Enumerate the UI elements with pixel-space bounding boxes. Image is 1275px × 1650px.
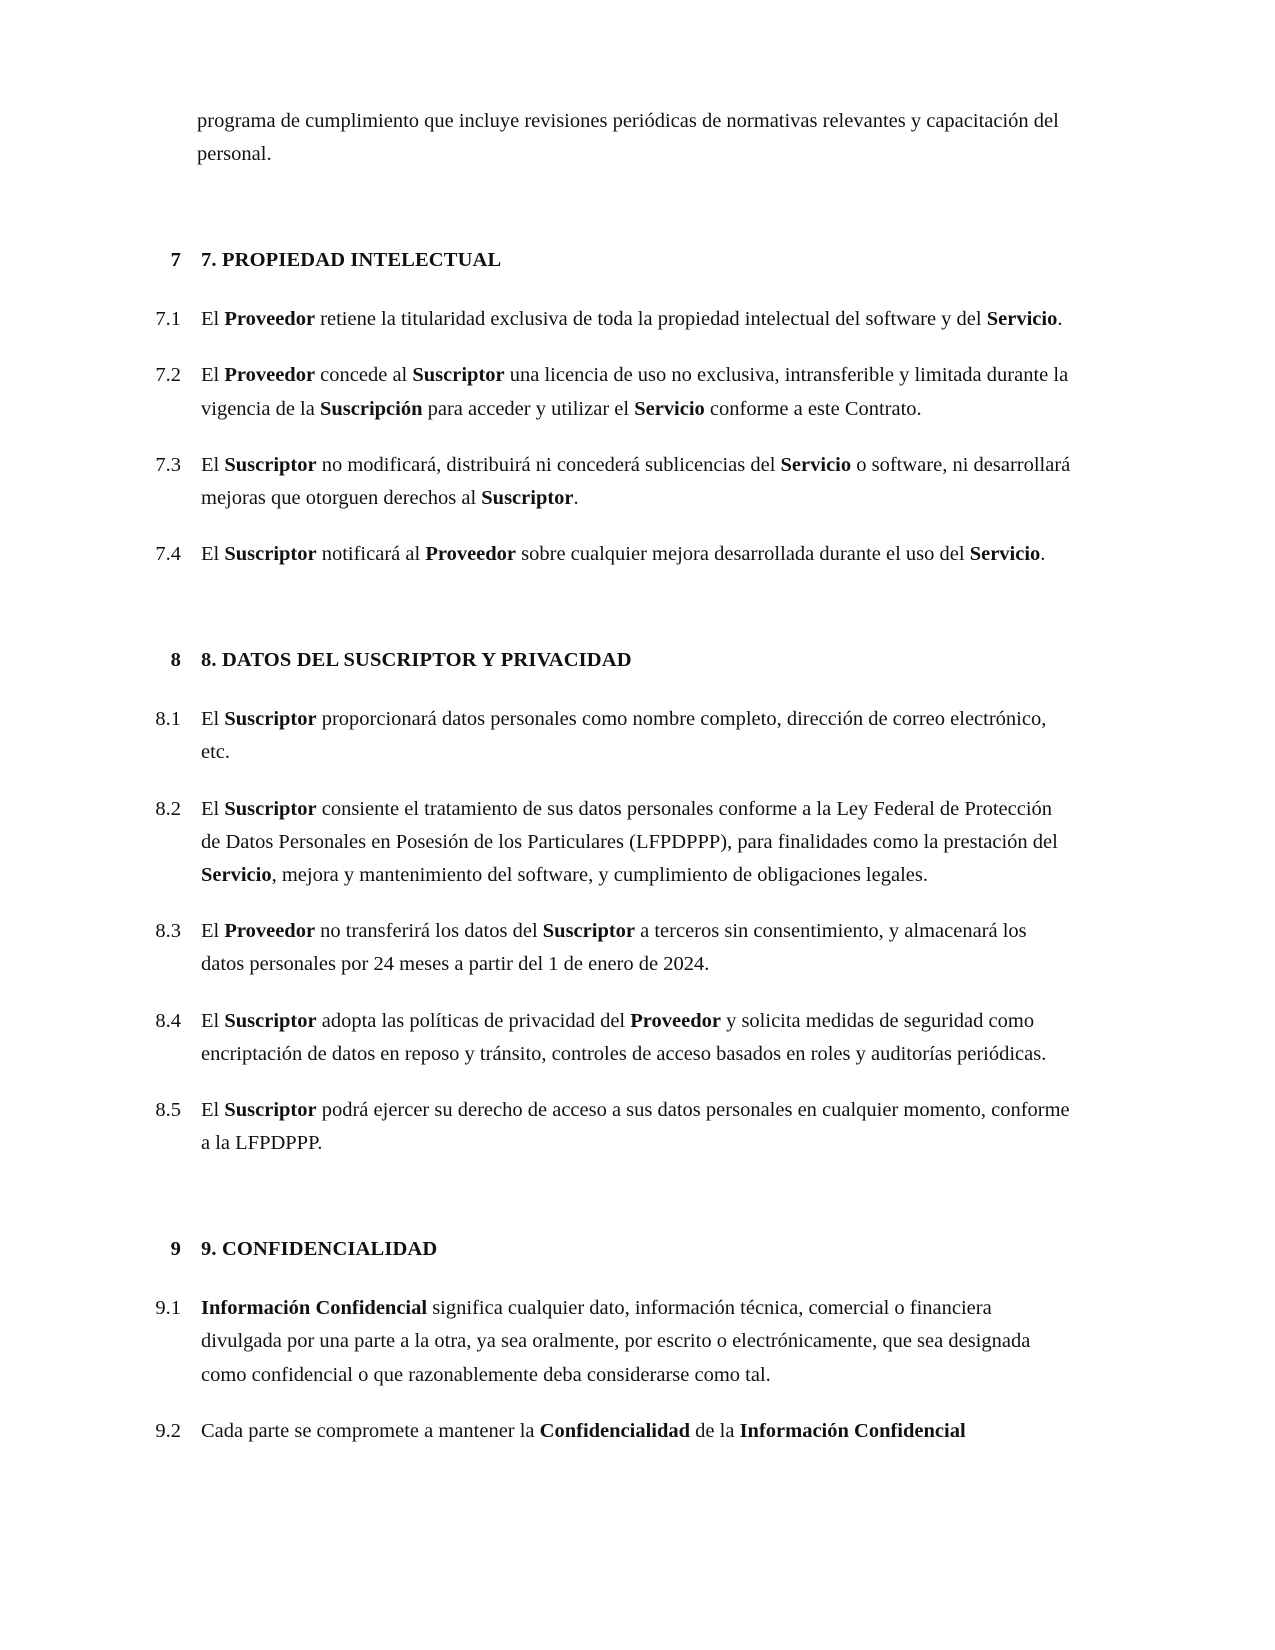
clause-number: 8.4 [155,1009,181,1032]
section-title: 7. PROPIEDAD INTELECTUAL [201,249,502,272]
clause-number: 8.3 [155,920,181,943]
defined-term: Suscriptor [542,920,636,943]
clause-number: 8.1 [155,708,181,731]
defined-term: Suscriptor [224,1009,317,1032]
section-number: 7 [170,249,181,272]
defined-term: Servicio [969,543,1041,566]
clause-text: El Suscriptor consiente el tratamiento de sus datos personales conforme a la Ley Federal de Protección de Datos Personales en Posesión de los Particulares (LFPDPPP), para finalidades como la prestación del Servicio, mejora y mantenimiento del software, y cumplimiento de obligaciones legales. [201,797,1058,886]
defined-term: Suscriptor [224,797,317,820]
clause-text: El Proveedor no transferirá los datos del Suscriptor a terceros sin consentimiento, y almacenará los datos personales por 24 meses a partir del 1 de enero de 2024. [201,920,1027,976]
clause-number: 7.1 [155,308,181,331]
defined-term: Suscriptor [224,708,317,731]
defined-term: Proveedor [425,543,517,566]
sections-container [145,245,1075,1448]
section-title: 8. DATOS DEL SUSCRIPTOR Y PRIVACIDAD [201,649,632,672]
defined-term: Servicio [201,863,272,886]
clause-text: El Suscriptor no modificará, distribuirá ni concederá sublicencias del Servicio o software, ni desarrollará mejoras que otorguen derechos al Suscriptor. [201,453,1071,509]
clause [145,793,1075,893]
defined-term: Suscriptor [224,543,317,566]
clause-number: 9.1 [155,1297,181,1320]
clause-number: 8.5 [155,1098,181,1121]
clause [145,1005,1075,1071]
clause [145,1415,1075,1448]
defined-term: Proveedor [224,308,316,331]
defined-term: Suscriptor [224,453,317,476]
defined-term: Suscriptor [412,364,505,387]
clause-number: 7.3 [155,453,181,476]
defined-term: Servicio [780,453,852,476]
section-heading [145,245,1075,276]
clause-text: Cada parte se compromete a mantener la Confidencialidad de la Información Confidencial [201,1419,966,1442]
defined-term: Confidencialidad [539,1419,691,1442]
defined-term: Suscripción [319,397,423,420]
clause [145,1292,1075,1392]
defined-term: Suscriptor [224,1098,317,1121]
clause-number: 8.2 [155,797,181,820]
defined-term: Proveedor [224,364,316,387]
clause [145,359,1075,425]
clause [145,703,1075,769]
section-block [145,245,1075,571]
clause-text: El Proveedor retiene la titularidad exclusiva de toda la propiedad intelectual del software y del Servicio. [201,308,1063,331]
defined-term: Proveedor [224,920,316,943]
clause-text: El Proveedor concede al Suscriptor una licencia de uso no exclusiva, intransferible y limitada durante la vigencia de la Suscripción para acceder y utilizar el Servicio conforme a este Contrato. [201,364,1069,420]
clause-text: El Suscriptor adopta las políticas de privacidad del Proveedor y solicita medidas de seguridad como encriptación de datos en reposo y tránsito, controles de acceso basados en roles y auditorías periódicas. [201,1009,1047,1065]
defined-term: Servicio [634,397,705,420]
defined-term: Proveedor [630,1009,721,1032]
clause-text: El Suscriptor podrá ejercer su derecho de acceso a sus datos personales en cualquier momento, conforme a la LFPDPPP. [201,1098,1070,1155]
clause-text: Información Confidencial significa cualquier dato, información técnica, comercial o financiera divulgada por una parte a la otra, ya sea oralmente, por escrito o electrónicamente, que sea designada como confidencial o que razonablemente deba considerarse como tal. [201,1297,1031,1386]
clause-text: El Suscriptor notificará al Proveedor sobre cualquier mejora desarrollada durante el uso del Servicio. [201,543,1046,566]
section-block [145,1234,1075,1448]
section-number: 9 [170,1238,181,1261]
section-block [145,645,1075,1160]
defined-term: Información Confidencial [739,1419,966,1442]
clause-text: El Suscriptor proporcionará datos personales como nombre completo, dirección de correo electrónico, etc. [201,708,1047,764]
section-number: 8 [170,649,181,672]
clause-number: 7.4 [155,543,181,566]
section-heading [145,645,1075,676]
section-title: 9. CONFIDENCIALIDAD [201,1238,438,1261]
clause [145,915,1075,981]
clause [145,538,1075,571]
clause [145,449,1075,515]
clause-number: 7.2 [155,364,181,387]
defined-term: Información Confidencial [201,1297,428,1320]
clause [145,303,1075,336]
defined-term: Servicio [986,308,1058,331]
continuation-paragraph: programa de cumplimiento que incluye revisiones periódicas de normativas relevantes y capacitación del personal. [197,110,1059,166]
clause-number: 9.2 [155,1419,181,1442]
document-body [145,105,1075,1448]
defined-term: Suscriptor [481,486,574,509]
clause [145,1094,1075,1160]
section-heading [145,1234,1075,1265]
